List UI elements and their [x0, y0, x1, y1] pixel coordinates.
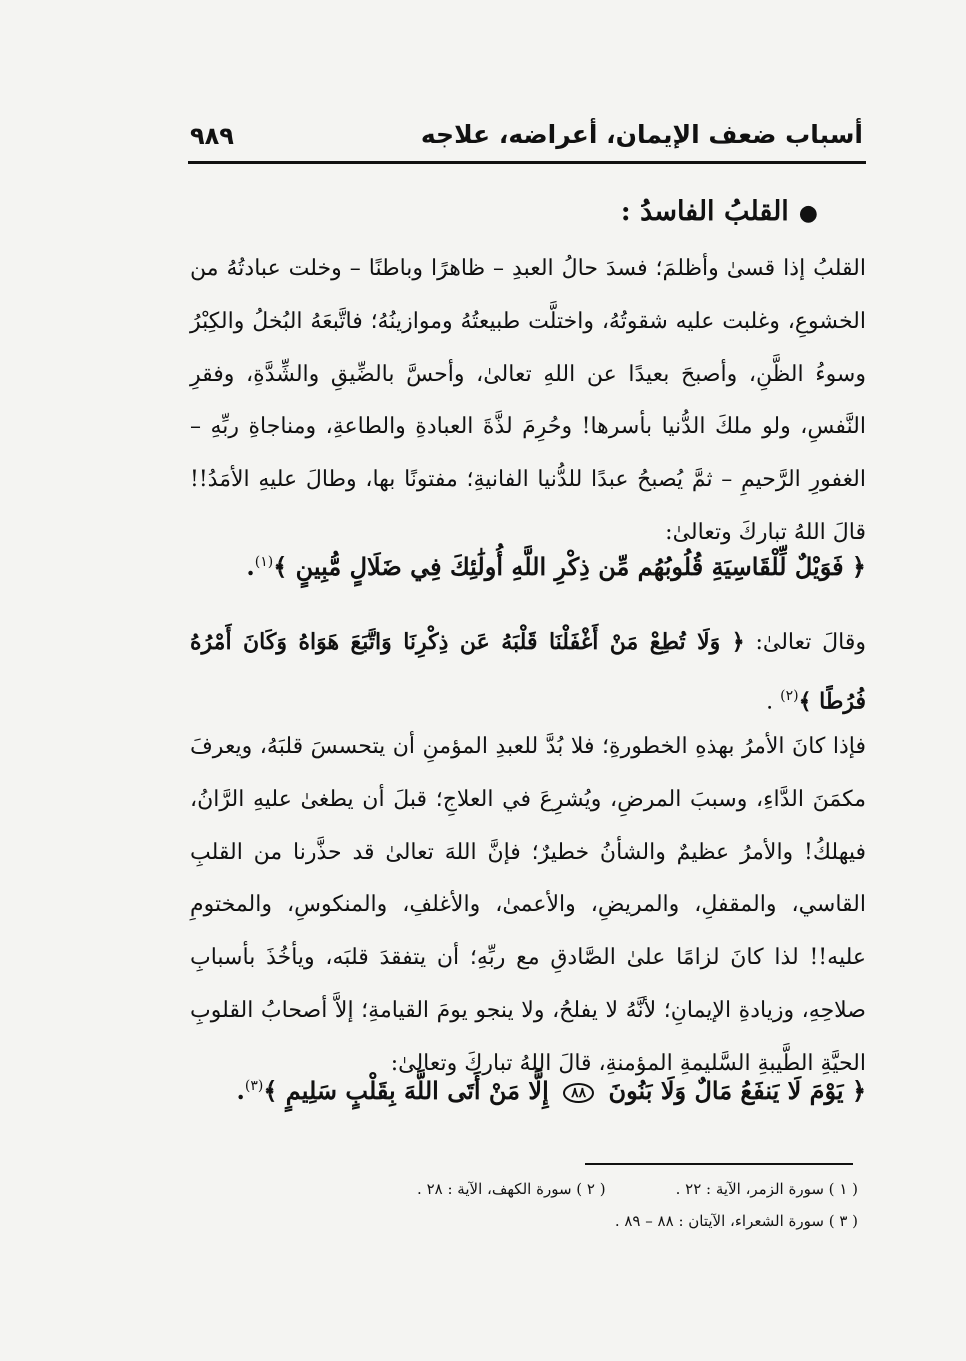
section-heading-text: القلبُ الفاسدُ : [620, 196, 789, 227]
footnote-ref-2: (٢) [780, 687, 799, 704]
footnote-3: ( ٣ ) سورة الشعراء، الآيتان : ٨٨ – ٨٩ . [614, 1212, 858, 1230]
verse-1-end: . [246, 552, 255, 581]
verse-3-part-2: إِلَّا مَنْ أَتَى اللَّهَ بِقَلْبٍ سَلِيمٍ ﴾ [263, 1076, 549, 1105]
footnotes [298, 1173, 858, 1237]
book-title: أسباب ضعف الإيمان، أعراضه، علاجه [420, 120, 863, 149]
paragraph-2-intro: وقالَ تعالىٰ: [755, 630, 866, 655]
paragraph-2 [190, 616, 866, 729]
header-rule [188, 161, 866, 164]
verse-3-part-1: ﴿ يَوْمَ لَا يَنفَعُ مَالٌ وَلَا بَنُونَ [608, 1076, 866, 1105]
ayah-number-marker: ٨٨ [563, 1083, 594, 1103]
bullet-icon: ● [798, 200, 818, 226]
running-header [190, 118, 863, 158]
verse-3-end: . [236, 1076, 245, 1105]
footnote-rule [585, 1163, 853, 1165]
verse-1-text: ﴿ فَوَيْلٌ لِّلْقَاسِيَةِ قُلُوبُهُم مِّن ذِكْرِ اللَّهِ أُولَٰئِكَ فِي ضَلَالٍ مُّبِينٍ ﴾ [273, 552, 866, 581]
quran-verse-2: ﴿ وَلَا تُطِعْ مَنْ أَغْفَلْنَا قَلْبَهُ عَن ذِكْرِنَا وَاتَّبَعَ هَوَاهُ وَكَانَ أَمْرُهُ فُرُطًا ﴾ [190, 629, 866, 715]
footnote-2: ( ٢ ) سورة الكهف، الآية : ٢٨ . [417, 1180, 606, 1198]
paragraph-3: فإذا كانَ الأمرُ بهذهِ الخطورةِ؛ فلا بُدَّ للعبدِ المؤمنِ أن يتحسسَ قلبَهُ، ويعرفَ مكمَنَ الدَّاءِ، وسببَ المرضِ، ويُشرِعَ في العلاجِ؛ قبلَ أن يطغىٰ عليهِ الرَّانُ، فيهلكُ! والأمرُ عظيمٌ والشأنُ خطيرٌ؛ فإنَّ اللهَ تعالىٰ قد حذَّرنا من القلبِ القاسي، والمقفلِ، والمريضِ، والأعمىٰ، والأغلفِ، والمنكوسِ، والمختومِ عليه!! لذا كانَ لزامًا علىٰ الصَّادقِ مع ربِّهِ؛ أن يتفقدَ قلبَه، ويأخُذَ بأسبابِ صلاحِهِ، وزيادةِ الإيمانِ؛ لأنَّهُ لا يفلحُ، ولا ينجو يومَ القيامةِ؛ إلاَّ أصحابُ القلوبِ الحيَّةِ الطَّيبةِ السَّليمةِ المؤمنةِ، قالَ اللهُ تباركَ وتعالىٰ: [190, 734, 866, 1076]
quran-verse-3 [190, 1076, 866, 1105]
footnote-ref-3: (٣) [244, 1078, 264, 1094]
paragraph-2-end: . [766, 689, 774, 715]
quran-verse-1 [190, 552, 866, 581]
footnote-row [298, 1173, 858, 1205]
page-number: ٩٨٩ [190, 122, 234, 150]
section-heading [621, 196, 818, 227]
footnote-1: ( ١ ) سورة الزمر، الآية : ٢٢ . [675, 1180, 858, 1198]
footnote-ref-1: (١) [254, 554, 274, 570]
paragraph-1: القلبُ إذا قسىٰ وأظلمَ؛ فسدَ حالُ العبدِ – ظاهرًا وباطنًا – وخلت عبادتُهُ من الخشوعِ، وغلبت عليه شقوتُهُ، واختلَّت طبيعتُهُ وموازينُهُ؛ فاتَّبعَهُ البُخلُ والكِبْرُ وسوءُ الظَّنِ، وأصبحَ بعيدًا عن اللهِ تعالىٰ، وأحسَّ بالضِّيقِ والشِّدَّةِ، وفقرِ النَّفسِ، ولو ملكَ الدُّنيا بأسرها! وحُرِمَ لذَّةَ العبادةِ والطاعةِ، ومناجاةِ ربِّهِ – الغفورِ الرَّحيمِ – ثمَّ يُصبحُ عبدًا للدُّنيا الفانيةِ؛ مفتونًا بها، وطالَ عليهِ الأمَدُ!! قالَ اللهُ تباركَ وتعالىٰ: [190, 256, 866, 545]
